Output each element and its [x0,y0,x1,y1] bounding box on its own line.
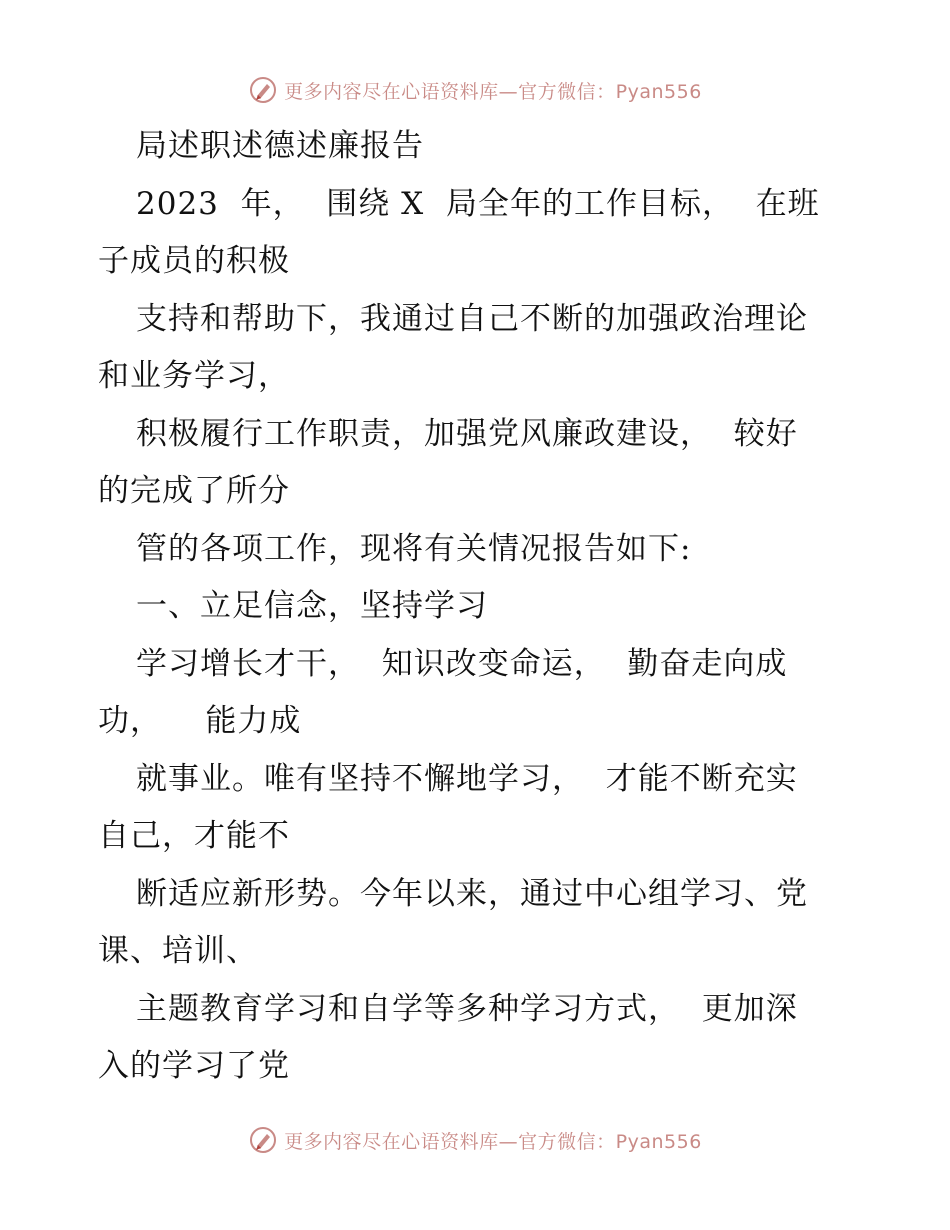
watermark-banner-bottom [0,1120,950,1160]
text-line: 就事业。唯有坚持不懈地学习， 才能不断充实 [136,760,798,797]
text-line: 积极履行工作职责，加强党风廉政建设， 较好 [136,415,798,452]
pen-logo-icon [248,1125,278,1155]
text-line: 的完成了所分 [98,473,290,509]
text-line: 课、培训、 [98,933,258,969]
text-line: 断适应新形势。今年以来，通过中心组学习、党 [136,875,808,912]
text-line: 局述职述德述廉报告 [136,128,424,164]
text-line: 支持和帮助下，我通过自己不断的加强政治理论 [136,300,808,337]
text-line: 2023 年， 围绕 X 局全年的工作目标， 在班 [136,185,820,222]
watermark-text: 更多内容尽在心语资料库—官方微信：Pyan556 [284,80,702,103]
watermark-text: 更多内容尽在心语资料库—官方微信：Pyan556 [284,1130,702,1153]
text-line: 和业务学习， [98,358,290,394]
text-line: 子成员的积极 [98,243,290,279]
pen-logo-icon [248,75,278,105]
watermark-banner-top [0,70,950,110]
text-line: 学习增长才干， 知识改变命运， 勤奋走向成 [136,645,788,682]
text-line: 入的学习了党 [98,1048,290,1084]
text-line: 主题教育学习和自学等多种学习方式， 更加深 [136,990,798,1027]
text-line: 一、立足信念，坚持学习 [136,588,488,624]
text-line: 自己，才能不 [98,818,290,854]
document-body [98,118,858,1096]
text-line: 管的各项工作，现将有关情况报告如下: [136,530,692,567]
text-line: 功， 能力成 [98,703,302,739]
